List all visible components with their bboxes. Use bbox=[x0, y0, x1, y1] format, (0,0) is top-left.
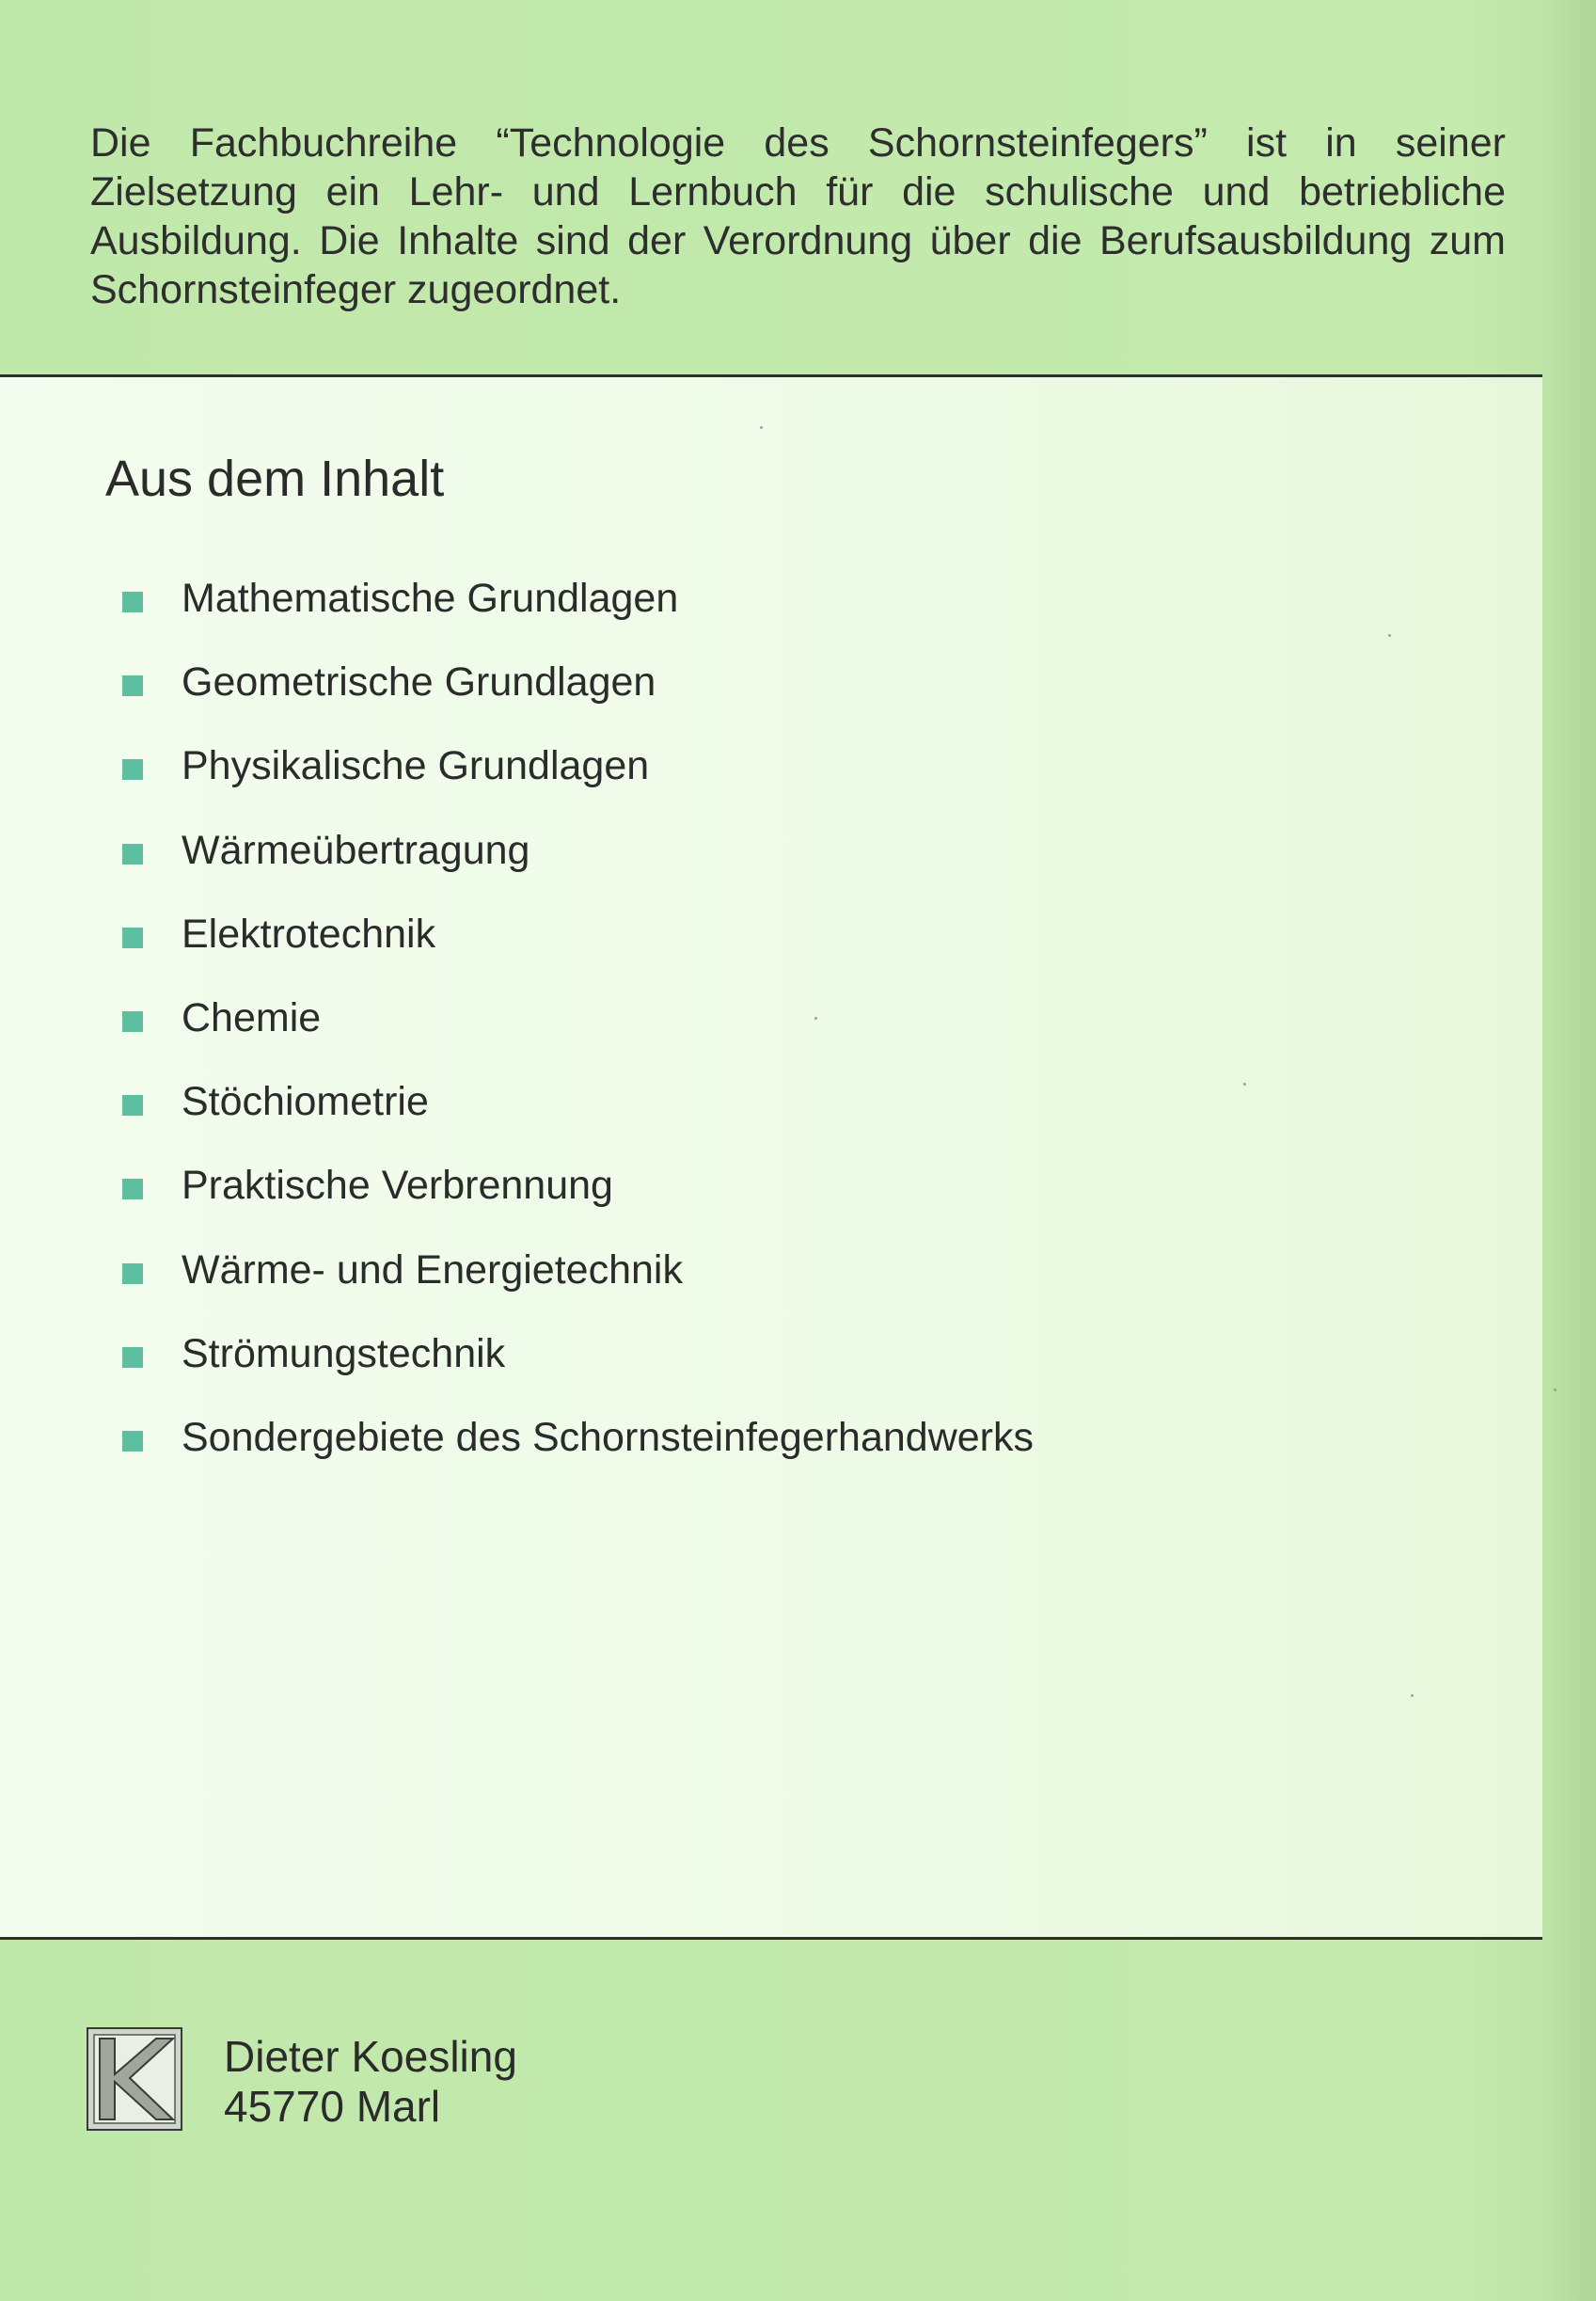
list-item bbox=[0, 1411, 1317, 1495]
square-bullet-icon bbox=[122, 1431, 143, 1452]
list-item-label: Sondergebiete des Schornsteinfegerhandwerks bbox=[182, 1414, 1034, 1460]
publisher-name: Dieter Koesling bbox=[224, 2032, 517, 2081]
square-bullet-icon bbox=[122, 592, 143, 612]
list-item bbox=[0, 572, 1317, 656]
list-item-label: Elektrotechnik bbox=[182, 911, 436, 957]
square-bullet-icon bbox=[122, 1011, 143, 1032]
list-item-label: Stöchiometrie bbox=[182, 1079, 429, 1125]
scan-speck bbox=[1388, 634, 1391, 637]
publisher-city: 45770 Marl bbox=[224, 2082, 441, 2131]
list-item bbox=[0, 1327, 1317, 1411]
list-item-label: Wärme- und Energietechnik bbox=[182, 1246, 683, 1293]
square-bullet-icon bbox=[122, 844, 143, 865]
square-bullet-icon bbox=[122, 675, 143, 696]
square-bullet-icon bbox=[122, 759, 143, 780]
contents-title: Aus dem Inhalt bbox=[105, 451, 445, 507]
contents-panel bbox=[0, 377, 1542, 1937]
list-item-label: Chemie bbox=[182, 994, 322, 1040]
list-item bbox=[0, 1159, 1317, 1243]
square-bullet-icon bbox=[122, 1347, 143, 1368]
list-item-label: Physikalische Grundlagen bbox=[182, 743, 650, 789]
list-item bbox=[0, 992, 1317, 1075]
list-item bbox=[0, 656, 1317, 739]
square-bullet-icon bbox=[122, 1263, 143, 1284]
contents-list bbox=[0, 572, 1317, 1495]
list-item-label: Strömungstechnik bbox=[182, 1330, 506, 1376]
list-item-label: Geometrische Grundlagen bbox=[182, 659, 656, 706]
list-item bbox=[0, 824, 1317, 908]
square-bullet-icon bbox=[122, 928, 143, 948]
scan-speck bbox=[1243, 1083, 1246, 1086]
scan-speck bbox=[1411, 1694, 1414, 1697]
list-item-label: Mathematische Grundlagen bbox=[182, 576, 679, 621]
scan-speck bbox=[760, 426, 763, 429]
intro-text: Die Fachbuchreihe “Technologie des Schornsteinfegers” ist in seiner Zielsetzung ein Lehr- und Lernbuch für die schulische und betriebliche Ausbildung. Die Inhalte sind der Verordnung über die Berufsausbildung zum Schornsteinfeger zugeordnet. bbox=[90, 120, 1506, 312]
list-item bbox=[0, 1244, 1317, 1327]
list-item-label: Praktische Verbrennung bbox=[182, 1163, 613, 1209]
square-bullet-icon bbox=[122, 1095, 143, 1116]
list-item bbox=[0, 908, 1317, 992]
scan-speck bbox=[1554, 1389, 1556, 1391]
list-item bbox=[0, 739, 1317, 823]
intro-band bbox=[0, 0, 1596, 374]
list-item-label: Wärmeübertragung bbox=[182, 827, 530, 873]
square-bullet-icon bbox=[122, 1179, 143, 1199]
publisher-address bbox=[224, 2032, 517, 2132]
koesling-k-logo bbox=[87, 2027, 182, 2131]
scan-speck bbox=[814, 1017, 817, 1020]
list-item bbox=[0, 1075, 1317, 1159]
